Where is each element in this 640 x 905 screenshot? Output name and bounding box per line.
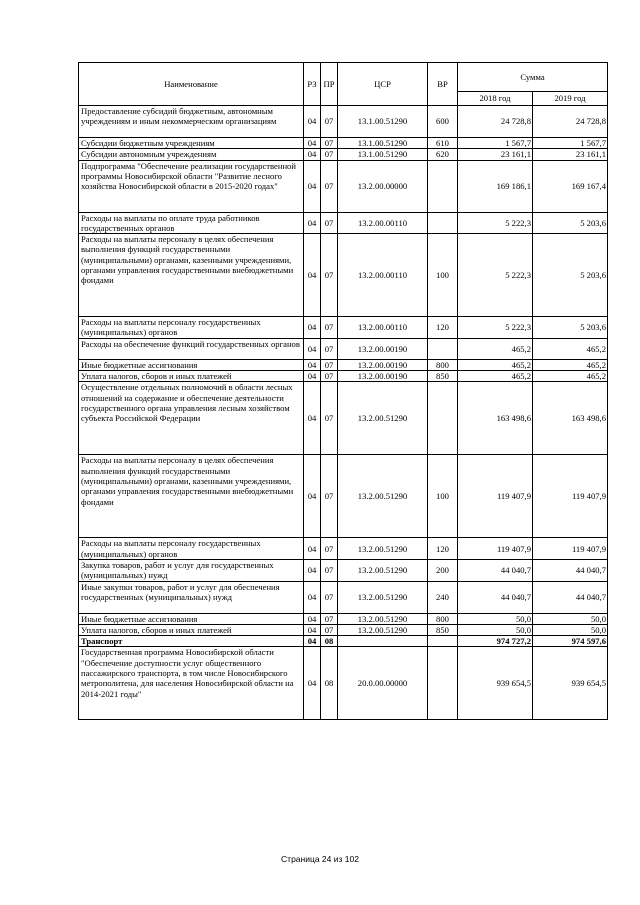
cell-csr: 13.2.00.00110 [338, 317, 428, 339]
header-year-2019: 2019 год [533, 92, 608, 106]
cell-sum-2019: 119 407,9 [533, 455, 608, 538]
table-row [79, 613, 608, 624]
header-vr: ВР [428, 63, 458, 106]
header-name: Наименование [79, 63, 304, 106]
cell-sum-2018: 50,0 [458, 613, 533, 624]
cell-vr: 800 [428, 359, 458, 370]
cell-sum-2019: 50,0 [533, 613, 608, 624]
cell-sum-2018: 163 498,6 [458, 382, 533, 455]
cell-rz: 04 [304, 382, 321, 455]
cell-rz: 04 [304, 636, 321, 647]
cell-vr: 600 [428, 106, 458, 138]
table-row [79, 359, 608, 370]
cell-name: Расходы на выплаты персоналу в целях обеспечения выполнения функций государственными (муниципальными) органами, казенными учреждениями, органами управления государственными внебюджетными фондами [79, 234, 304, 317]
cell-rz: 04 [304, 613, 321, 624]
cell-sum-2018: 974 727,2 [458, 636, 533, 647]
cell-name: Расходы на выплаты персоналу государственных (муниципальных) органов [79, 317, 304, 339]
cell-sum-2019: 465,2 [533, 371, 608, 382]
cell-name: Субсидии бюджетным учреждениям [79, 138, 304, 149]
cell-vr: 850 [428, 371, 458, 382]
table-row [79, 559, 608, 581]
cell-rz: 04 [304, 160, 321, 212]
cell-vr: 120 [428, 317, 458, 339]
cell-name: Расходы на выплаты персоналу государственных (муниципальных) органов [79, 538, 304, 560]
cell-csr: 13.2.00.51290 [338, 455, 428, 538]
table-row [79, 149, 608, 160]
cell-name: Расходы на обеспечение функций государственных органов [79, 338, 304, 359]
cell-name: Иные бюджетные ассигнования [79, 359, 304, 370]
cell-vr: 100 [428, 234, 458, 317]
cell-vr: 620 [428, 149, 458, 160]
cell-vr: 850 [428, 624, 458, 635]
cell-pr: 07 [321, 455, 338, 538]
table-row [79, 338, 608, 359]
header-sum: Сумма [458, 63, 608, 92]
cell-pr: 07 [321, 234, 338, 317]
cell-vr [428, 647, 458, 720]
cell-vr: 120 [428, 538, 458, 560]
cell-sum-2019: 5 203,6 [533, 234, 608, 317]
cell-sum-2018: 5 222,3 [458, 234, 533, 317]
cell-rz: 04 [304, 455, 321, 538]
cell-sum-2018: 44 040,7 [458, 581, 533, 613]
budget-table [78, 62, 608, 720]
cell-sum-2018: 119 407,9 [458, 538, 533, 560]
cell-pr: 07 [321, 371, 338, 382]
table-row [79, 106, 608, 138]
cell-name: Предоставление субсидий бюджетным, автономным учреждениям и иным некоммерческим организациям [79, 106, 304, 138]
cell-pr: 07 [321, 613, 338, 624]
cell-name: Закупка товаров, работ и услуг для государственных (муниципальных) нужд [79, 559, 304, 581]
cell-csr: 13.1.00.51290 [338, 149, 428, 160]
cell-vr: 200 [428, 559, 458, 581]
cell-vr [428, 338, 458, 359]
cell-vr: 800 [428, 613, 458, 624]
cell-pr: 07 [321, 359, 338, 370]
cell-rz: 04 [304, 138, 321, 149]
cell-rz: 04 [304, 317, 321, 339]
cell-rz: 04 [304, 624, 321, 635]
cell-sum-2018: 23 161,1 [458, 149, 533, 160]
cell-pr: 07 [321, 581, 338, 613]
header-rz: РЗ [304, 63, 321, 106]
cell-pr: 07 [321, 138, 338, 149]
cell-pr: 07 [321, 382, 338, 455]
header-year-2018: 2018 год [458, 92, 533, 106]
cell-csr: 13.2.00.00110 [338, 234, 428, 317]
cell-vr: 240 [428, 581, 458, 613]
cell-csr: 13.2.00.51290 [338, 382, 428, 455]
cell-sum-2019: 5 203,6 [533, 212, 608, 234]
cell-pr: 07 [321, 559, 338, 581]
cell-sum-2018: 465,2 [458, 371, 533, 382]
cell-sum-2019: 24 728,8 [533, 106, 608, 138]
table-row [79, 160, 608, 212]
cell-sum-2019: 44 040,7 [533, 559, 608, 581]
cell-rz: 04 [304, 647, 321, 720]
cell-pr: 07 [321, 317, 338, 339]
cell-name: Расходы на выплаты персоналу в целях обеспечения выполнения функций государственными (муниципальными) органами, казенными учреждениями, органами управления государственными внебюджетными фондами [79, 455, 304, 538]
cell-rz: 04 [304, 581, 321, 613]
cell-sum-2019: 465,2 [533, 359, 608, 370]
header-csr: ЦСР [338, 63, 428, 106]
table-row [79, 647, 608, 720]
cell-pr: 07 [321, 338, 338, 359]
cell-csr: 13.2.00.51290 [338, 613, 428, 624]
cell-pr: 08 [321, 647, 338, 720]
table-row [79, 636, 608, 647]
cell-name: Расходы на выплаты по оплате труда работников государственных органов [79, 212, 304, 234]
table-row [79, 382, 608, 455]
cell-csr: 13.2.00.00190 [338, 338, 428, 359]
cell-pr: 07 [321, 160, 338, 212]
cell-sum-2018: 465,2 [458, 359, 533, 370]
cell-pr: 07 [321, 106, 338, 138]
cell-sum-2019: 169 167,4 [533, 160, 608, 212]
table-row [79, 624, 608, 635]
cell-pr: 07 [321, 538, 338, 560]
cell-vr [428, 212, 458, 234]
table-row [79, 455, 608, 538]
cell-pr: 07 [321, 149, 338, 160]
cell-sum-2019: 1 567,7 [533, 138, 608, 149]
cell-name: Иные закупки товаров, работ и услуг для обеспечения государственных (муниципальных) нужд [79, 581, 304, 613]
cell-name: Уплата налогов, сборов и иных платежей [79, 371, 304, 382]
cell-csr [338, 636, 428, 647]
header-pr: ПР [321, 63, 338, 106]
cell-sum-2019: 119 407,9 [533, 538, 608, 560]
cell-name: Подпрограмма "Обеспечение реализации государственной программы Новосибирской области "Развитие лесного хозяйства Новосибирской области в 2015-2020 годах" [79, 160, 304, 212]
cell-csr: 13.2.00.51290 [338, 538, 428, 560]
cell-rz: 04 [304, 359, 321, 370]
cell-rz: 04 [304, 106, 321, 138]
cell-csr: 13.2.00.51290 [338, 581, 428, 613]
page-number: Страница 24 из 102 [281, 854, 359, 864]
cell-sum-2019: 465,2 [533, 338, 608, 359]
cell-name: Иные бюджетные ассигнования [79, 613, 304, 624]
cell-rz: 04 [304, 338, 321, 359]
cell-sum-2018: 50,0 [458, 624, 533, 635]
cell-name: Уплата налогов, сборов и иных платежей [79, 624, 304, 635]
table-row [79, 581, 608, 613]
cell-sum-2018: 169 186,1 [458, 160, 533, 212]
cell-sum-2019: 939 654,5 [533, 647, 608, 720]
cell-csr: 13.1.00.51290 [338, 106, 428, 138]
cell-vr [428, 636, 458, 647]
cell-csr: 13.2.00.51290 [338, 624, 428, 635]
cell-name: Осуществление отдельных полномочий в области лесных отношений на содержание и обеспечение деятельности государственного органа управления лесным хозяйством субъекта Российской Федерации [79, 382, 304, 455]
cell-sum-2019: 44 040,7 [533, 581, 608, 613]
cell-name: Транспорт [79, 636, 304, 647]
cell-rz: 04 [304, 559, 321, 581]
cell-sum-2018: 939 654,5 [458, 647, 533, 720]
cell-rz: 04 [304, 149, 321, 160]
cell-sum-2018: 5 222,3 [458, 212, 533, 234]
table-row [79, 317, 608, 339]
cell-sum-2018: 1 567,7 [458, 138, 533, 149]
cell-pr: 08 [321, 636, 338, 647]
cell-sum-2018: 5 222,3 [458, 317, 533, 339]
cell-sum-2019: 50,0 [533, 624, 608, 635]
cell-sum-2018: 119 407,9 [458, 455, 533, 538]
cell-vr [428, 160, 458, 212]
cell-rz: 04 [304, 371, 321, 382]
cell-rz: 04 [304, 538, 321, 560]
cell-sum-2019: 23 161,1 [533, 149, 608, 160]
table-body [79, 106, 608, 720]
cell-vr: 610 [428, 138, 458, 149]
cell-csr: 13.2.00.00000 [338, 160, 428, 212]
cell-csr: 13.2.00.00110 [338, 212, 428, 234]
cell-vr [428, 382, 458, 455]
cell-csr: 13.2.00.00190 [338, 359, 428, 370]
cell-rz: 04 [304, 234, 321, 317]
table-row [79, 138, 608, 149]
cell-sum-2019: 5 203,6 [533, 317, 608, 339]
cell-sum-2019: 163 498,6 [533, 382, 608, 455]
cell-pr: 07 [321, 212, 338, 234]
cell-rz: 04 [304, 212, 321, 234]
cell-sum-2019: 974 597,6 [533, 636, 608, 647]
table-row [79, 234, 608, 317]
table-row [79, 212, 608, 234]
cell-vr: 100 [428, 455, 458, 538]
cell-csr: 13.1.00.51290 [338, 138, 428, 149]
cell-sum-2018: 24 728,8 [458, 106, 533, 138]
cell-csr: 13.2.00.51290 [338, 559, 428, 581]
table-row [79, 538, 608, 560]
cell-csr: 20.0.00.00000 [338, 647, 428, 720]
table-row [79, 371, 608, 382]
cell-name: Государственная программа Новосибирской области "Обеспечение доступности услуг общественного пассажирского транспорта, в том числе Новосибирского метрополитена, для населения Новосибирской области на 2014-2021 годы" [79, 647, 304, 720]
cell-csr: 13.2.00.00190 [338, 371, 428, 382]
cell-sum-2018: 465,2 [458, 338, 533, 359]
cell-pr: 07 [321, 624, 338, 635]
cell-sum-2018: 44 040,7 [458, 559, 533, 581]
cell-name: Субсидии автономным учреждениям [79, 149, 304, 160]
